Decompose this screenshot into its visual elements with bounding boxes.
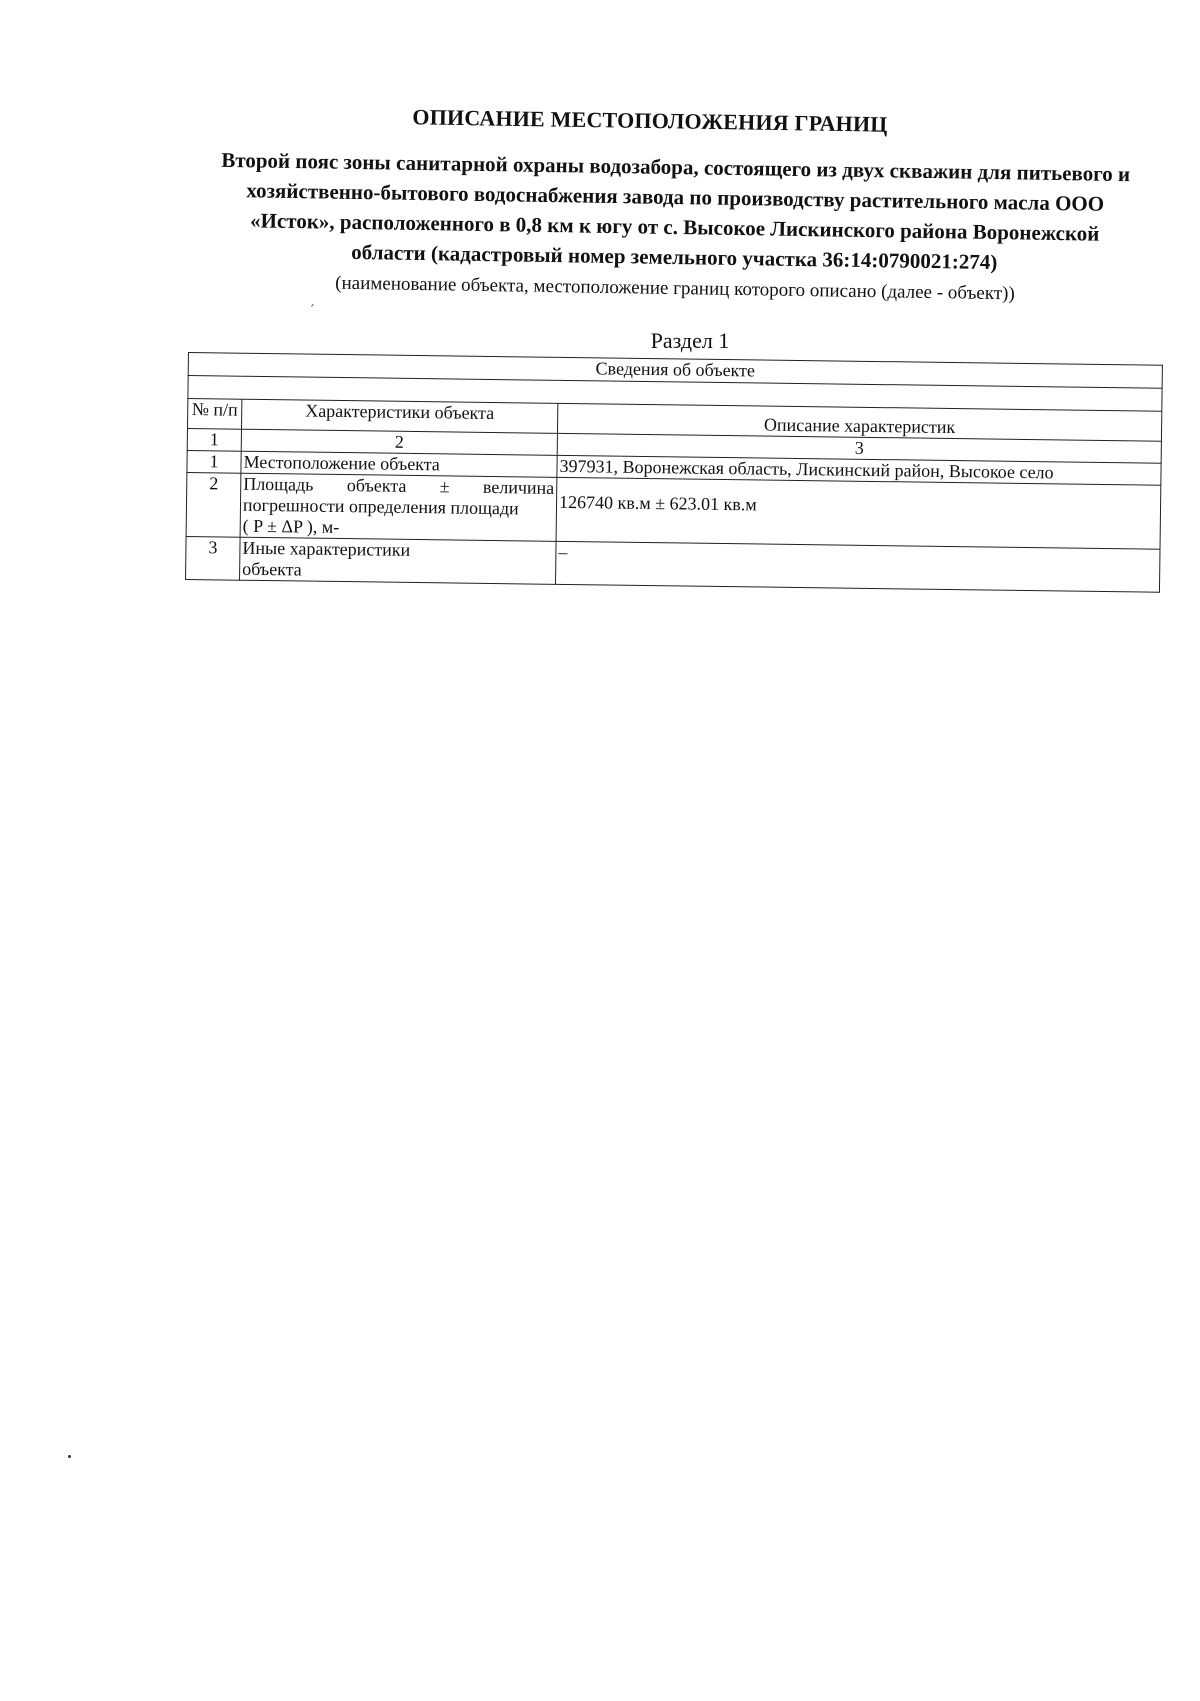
object-name-line: хозяйственно-бытового водоснабжения завода по производству растительного масла ООО — [246, 178, 1105, 216]
row-characteristic-line: объекта — [242, 558, 302, 580]
column-number: 2 — [241, 429, 557, 455]
row-num: 1 — [187, 450, 241, 473]
column-number: 3 — [557, 433, 1161, 463]
document-title: ОПИСАНИЕ МЕСТОПОЛОЖЕНИЯ ГРАНИЦ — [412, 104, 888, 137]
table-row — [186, 472, 1161, 549]
row-num: 3 — [186, 536, 241, 580]
object-name-caption: (наименование объекта, местоположение границ которого описано (далее - объект)) — [335, 272, 1015, 305]
row-characteristic-line: погрешности определения площади — [242, 494, 519, 519]
row-description: 397931, Воронежская область, Лискинский район, Высокое село — [557, 455, 1161, 485]
row-characteristic — [240, 537, 557, 584]
table-title: Сведения об объекте — [188, 353, 1162, 389]
header-num: № п/п — [187, 399, 241, 430]
row-characteristic: Местоположение объекта — [241, 451, 557, 477]
column-number: 1 — [187, 429, 241, 452]
row-characteristic-line: Площадь объекта ± величина — [243, 473, 555, 498]
object-name — [179, 144, 1171, 280]
stray-dot — [68, 1455, 71, 1458]
object-info-table-wrap — [185, 352, 1163, 593]
header-description: Описание характеристик — [557, 403, 1161, 441]
object-info-table — [185, 352, 1163, 593]
object-name-line: области (кадастровый номер земельного участка 36:14:0790021:274) — [351, 239, 998, 275]
row-num: 2 — [186, 472, 241, 537]
object-name-line: «Исток», расположенного в 0,8 км к югу от с. Высокое Лискинского района Воронежской — [249, 208, 1100, 246]
row-description: – — [555, 541, 1160, 592]
row-characteristic-line: Иные характеристики — [242, 537, 411, 560]
stray-mark: ´ — [310, 303, 315, 318]
section-title: Раздел 1 — [650, 328, 730, 353]
header-characteristics: Характеристики объекта — [241, 399, 557, 433]
row-characteristic-line: ( P ± ΔP ), м- — [242, 515, 340, 537]
object-name-line: Второй пояс зоны санитарной охраны водозабора, состоящего из двух скважин для питьевого и — [221, 147, 1131, 187]
row-characteristic — [240, 473, 557, 541]
row-description: 126740 кв.м ± 623.01 кв.м — [556, 477, 1161, 549]
